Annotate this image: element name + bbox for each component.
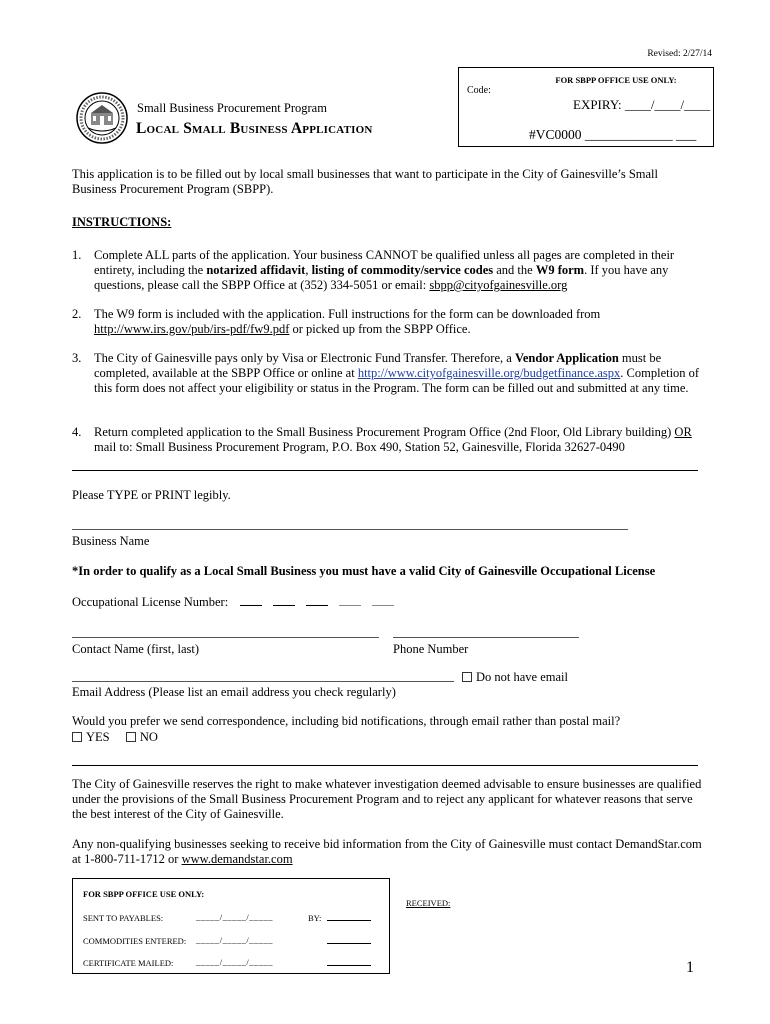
- section-divider: [72, 470, 698, 471]
- application-title: Local Small Business Application: [136, 120, 373, 137]
- sent-to-payables-label: SENT TO PAYABLES:: [83, 913, 164, 923]
- phone-number-label: Phone Number: [393, 642, 469, 656]
- email-preference-question: Would you prefer we send correspondence, including bid notifications, through email rather than postal mail?: [72, 714, 621, 728]
- certificate-date-field: _____/_____/_____: [196, 957, 273, 967]
- commodities-date-field: _____/_____/_____: [196, 935, 273, 945]
- intro-paragraph: This application is to be filled out by local small businesses that want to participate in the City of Gainesville’s Small Business Procurement Program (SBPP).: [72, 167, 659, 196]
- demandstar-link[interactable]: www.demandstar.com: [181, 852, 293, 866]
- revised-date: Revised: 2/27/14: [647, 49, 712, 59]
- instruction-text: ,: [305, 263, 312, 277]
- instruction-item-4: [72, 425, 704, 455]
- demandstar-paragraph: [72, 837, 704, 867]
- expiry-field: EXPIRY: ____/____/____: [573, 97, 711, 112]
- instruction-text: Return completed application to the Small Business Procurement Program Office (2nd Floor, Old Library building): [94, 425, 675, 439]
- email-address-label: Email Address (Please list an email address you check regularly): [72, 685, 396, 699]
- yes-checkbox[interactable]: [72, 732, 82, 742]
- instruction-text: must be completed, available at the SBPP Office or online at: [94, 351, 662, 380]
- commodities-entered-label: COMMODITIES ENTERED:: [83, 936, 187, 946]
- instructions-heading: INSTRUCTIONS:: [72, 215, 172, 229]
- instruction-text: or picked up from the SBPP Office.: [289, 322, 471, 336]
- received-label: RECEIVED:: [406, 898, 451, 908]
- license-digit-field[interactable]: [372, 594, 394, 606]
- instruction-text: mail to: Small Business Procurement Program, P.O. Box 490, Station 52, Gainesville, Florida 32627-0490: [94, 440, 625, 454]
- no-checkbox[interactable]: [126, 732, 136, 742]
- or-text: OR: [674, 425, 692, 439]
- office-use-box: [458, 67, 714, 147]
- license-notice: *In order to qualify as a Local Small Business you must have a valid City of Gainesville Occupational License: [72, 564, 656, 578]
- instruction-text: The W9 form is included with the application. Full instructions for the form can be downloaded from: [94, 307, 601, 321]
- legibly-note: Please TYPE or PRINT legibly.: [72, 488, 231, 502]
- instruction-text: The City of Gainesville pays only by Visa or Electronic Fund Transfer. Therefore, a: [94, 351, 515, 365]
- no-email-checkbox[interactable]: [462, 672, 472, 682]
- yes-option[interactable]: [72, 730, 110, 744]
- item-number: 3.: [72, 351, 82, 365]
- instruction-text: and the: [493, 263, 536, 277]
- section-divider: [72, 765, 698, 766]
- no-email-label: Do not have email: [476, 670, 568, 684]
- irs-w9-link[interactable]: http://www.irs.gov/pub/irs-pdf/fw9.pdf: [94, 322, 290, 336]
- budget-finance-link[interactable]: http://www.cityofgainesville.org/budgetfinance.aspx: [357, 366, 621, 380]
- instruction-text: . If you have any questions, please call the SBPP Office at (352) 334-5051 or email:: [94, 263, 669, 292]
- instruction-text: Complete ALL parts of the application. Your business CANNOT be qualified unless all pages are completed in their entirety, including the: [94, 248, 675, 277]
- sbpp-email-link[interactable]: sbpp@cityofgainesville.org: [429, 278, 568, 292]
- w9-form-text: W9 form: [535, 263, 585, 277]
- office-use-title: FOR SBPP OFFICE USE ONLY:: [555, 75, 677, 85]
- license-digit-field[interactable]: [273, 594, 295, 606]
- item-number: 4.: [72, 425, 82, 439]
- email-preference-options: [72, 730, 158, 745]
- commodities-initials-field[interactable]: [327, 934, 371, 944]
- reservation-paragraph: The City of Gainesville reserves the right to make whatever investigation deemed advisable to ensure businesses are qualified under the provisions of the Small Business Procurement Program and to reject any applicant for whatever reasons that serve the best interest of the City of Gainesville.: [72, 777, 702, 821]
- instruction-item-1: [72, 248, 704, 293]
- license-number-label: Occupational License Number:: [72, 595, 229, 609]
- instruction-text: . Completion of this form does not affect your eligibility or status in the Program. The form can be filled out and submitted at any time.: [94, 366, 700, 395]
- license-number-row: [72, 594, 405, 610]
- item-number: 1.: [72, 248, 82, 262]
- license-digit-field[interactable]: [339, 594, 361, 606]
- code-label: Code:: [467, 85, 491, 96]
- vendor-application-text: Vendor Application: [514, 351, 619, 365]
- footer-box-title: FOR SBPP OFFICE USE ONLY:: [83, 889, 205, 899]
- certificate-initials-field[interactable]: [327, 956, 371, 966]
- yes-label: YES: [86, 730, 110, 744]
- page-number: 1: [686, 959, 694, 976]
- notarized-affidavit-text: notarized affidavit: [206, 263, 306, 277]
- item-number: 2.: [72, 307, 82, 321]
- no-option[interactable]: [126, 730, 158, 744]
- contact-name-field[interactable]: [72, 637, 379, 638]
- commodity-listing-text: listing of commodity/service codes: [311, 263, 494, 277]
- no-email-option[interactable]: [462, 670, 568, 685]
- contact-name-label: Contact Name (first, last): [72, 642, 200, 656]
- vendor-code-field: #VC0000 _____________ ___: [529, 127, 697, 142]
- email-address-field[interactable]: [72, 681, 454, 682]
- instruction-item-2: [72, 307, 704, 337]
- instruction-item-3: [72, 351, 704, 396]
- business-name-field[interactable]: [72, 529, 628, 530]
- city-seal-icon: [76, 92, 128, 144]
- by-field[interactable]: [327, 911, 371, 921]
- program-name: Small Business Procurement Program: [137, 101, 327, 115]
- license-digit-field[interactable]: [240, 594, 262, 606]
- license-digit-field[interactable]: [306, 594, 328, 606]
- office-use-footer-box: [72, 878, 451, 974]
- certificate-mailed-label: CERTIFICATE MAILED:: [83, 958, 174, 968]
- phone-number-field[interactable]: [393, 637, 579, 638]
- by-label: BY:: [308, 913, 322, 923]
- no-label: NO: [139, 730, 158, 744]
- business-name-label: Business Name: [72, 534, 150, 548]
- demandstar-text: Any non-qualifying businesses seeking to receive bid information from the City of Gainesville must contact DemandStar.com at 1-800-711-1712 or: [72, 837, 702, 866]
- sent-date-field: _____/_____/_____: [196, 912, 273, 922]
